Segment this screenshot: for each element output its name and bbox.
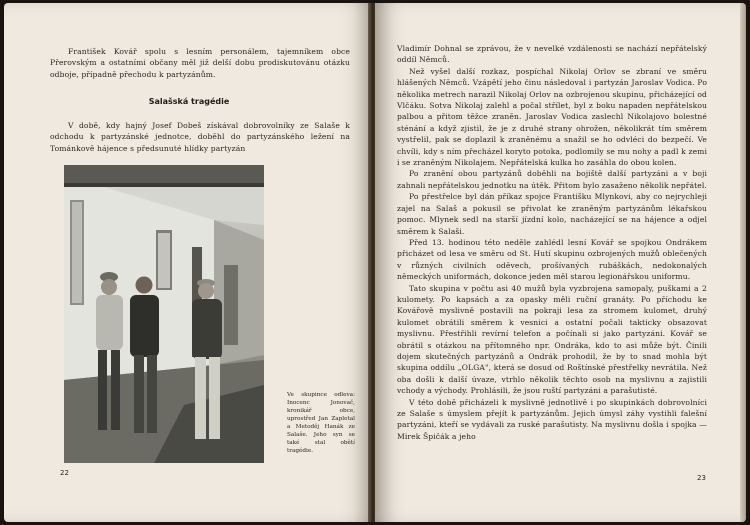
paragraph-7: V této době přicházeli k myslivně jednotlivě i po skupinkách dobrovolníci ze Salaše s úmyslem přejít k partyzánům. Jejich úmysl záhy vystihli falešní partyzáni, kteří se vydávali za ruské parašutisty. Na myslivnu došla i spojka — Mirek Špičák a jeho xyxy=(397,397,707,441)
intro-paragraph xyxy=(50,46,350,80)
paragraph-2: Než vyšel další rozkaz, pospíchal Nikolaj Orlov se zbraní ve směru hlášených Němců. Vzápětí jeho činu následoval i partyzán Jaroslav Vodica. Po několika metrech narazil Nikolaj Orlov na ozbrojenou skupinu, přicházející od Vlčáku. Sotva Nikolaj zalehl a počal střílet, byl z boku napaden nepřátelskou palbou a přitom těžce zraněn. Jaroslav Vodica zaslechl Nikolajovo bolestné sténání a když zjistil, že je z druhé strany ohrožen, několikrát tím směrem vystřelil, pak se doplazil k zraněnému a snažil se ho odvléci do bezpečí. Ve chvíli, kdy s ním přecházel koryto potoka, podlomily se mu nohy a padl k zemi i se zraněným Nikolajem. Nepřátelská kulka ho zasáhla do obou kolen. xyxy=(397,66,707,168)
historical-photograph xyxy=(64,165,264,463)
section-heading: Salašská tragédie xyxy=(148,97,230,106)
left-page xyxy=(4,3,372,522)
page-number-left: 22 xyxy=(60,469,69,477)
page-number-right: 23 xyxy=(697,474,706,482)
paragraph-6: Tato skupina v počtu asi 40 mužů byla vyzbrojena samopaly, puškami a 2 kulomety. Po kapsách a za opasky měli ruční granáty. Po příchodu ke Kovářově myslivně postavili na pokraji lesa za stromem kulomet, druhý kulomet obrátili směrem k vesnici a ostatní počali takticky obsazovat myslivnu. Přestřihli revírní telefon a počínali si jako partyzáni. Kovář se obrátil s otázkou na přítomného npr. Ondráka, kdo to asi může být. Činili dojem skutečných partyzánů a Ondrák prohodil, že by to snad mohla být skupina oddílu „OLGA", která se dosud od Roštínské přestřelky nevrátila. Než oba došli k další úvaze, vtrhlo několik těchto osob na myslivnu a zajistili vchody a východy. Prohlásili, že jsou ruští partyzáni a parašutisté. xyxy=(397,283,707,396)
book-spread xyxy=(4,3,746,522)
photo-scene xyxy=(64,165,264,463)
photo-caption: Ve skupince odleva: Inocenc Jonovač, kronikář obce, uprostřed Jan Zapletal a Metoděj Hanák ze Salaše. Jeho syn se také stal obětí tragédie. xyxy=(287,392,355,454)
intro-text: František Kovář spolu s lesním personálem, tajemníkem obce Přerovským a ostatními občany měl již delší dobu prodiskutovánu otázku odboje, případně přechodu k partyzánům. xyxy=(50,47,350,79)
right-page xyxy=(375,3,746,522)
section-text: V době, kdy hajný Josef Dobeš získával dobrovolníky ze Salaše k odchodu k partyzánské jednotce, doběhl do partyzánského ležení na Tománkově hájence s předsunuté hlídky partyzán xyxy=(50,121,350,153)
right-text-block xyxy=(397,43,707,442)
section-paragraph xyxy=(50,120,350,154)
paragraph-5: Před 13. hodinou této neděle zahlédl lesní Kovář se spojkou Ondrákem přicházet od lesa ve směru od St. Hutí skupinu ozbrojených mužů oblečených v různých civilních oděvech, prošívaných rubáškách, nedokonalých německých uniformách, dokonce jeden měl starou legionářskou uniformu. xyxy=(397,237,707,282)
paragraph-3: Po zranění obou partyzánů doběhli na bojiště další partyzáni a v boji zahnali nepřátelskou jednotku na útěk. Přitom bylo zasaženo několik nepřátel. xyxy=(397,169,707,190)
paragraph-4: Po přestřelce byl dán příkaz spojce Františku Mlynkovi, aby co nejrychleji zajel na Salaš a pokusil se přivolat ke zraněným partyzánům lékařskou pomoc. Mlynek sedl na starší jízdní kolo, nacházející se na hájence a odjel směrem k Salaši. xyxy=(397,192,707,236)
paragraph-1: Vladimír Dohnal se zprávou, že v nevelké vzdálenosti se nachází nepřátelský oddíl Němců. xyxy=(397,44,707,65)
page-edge xyxy=(740,3,746,522)
